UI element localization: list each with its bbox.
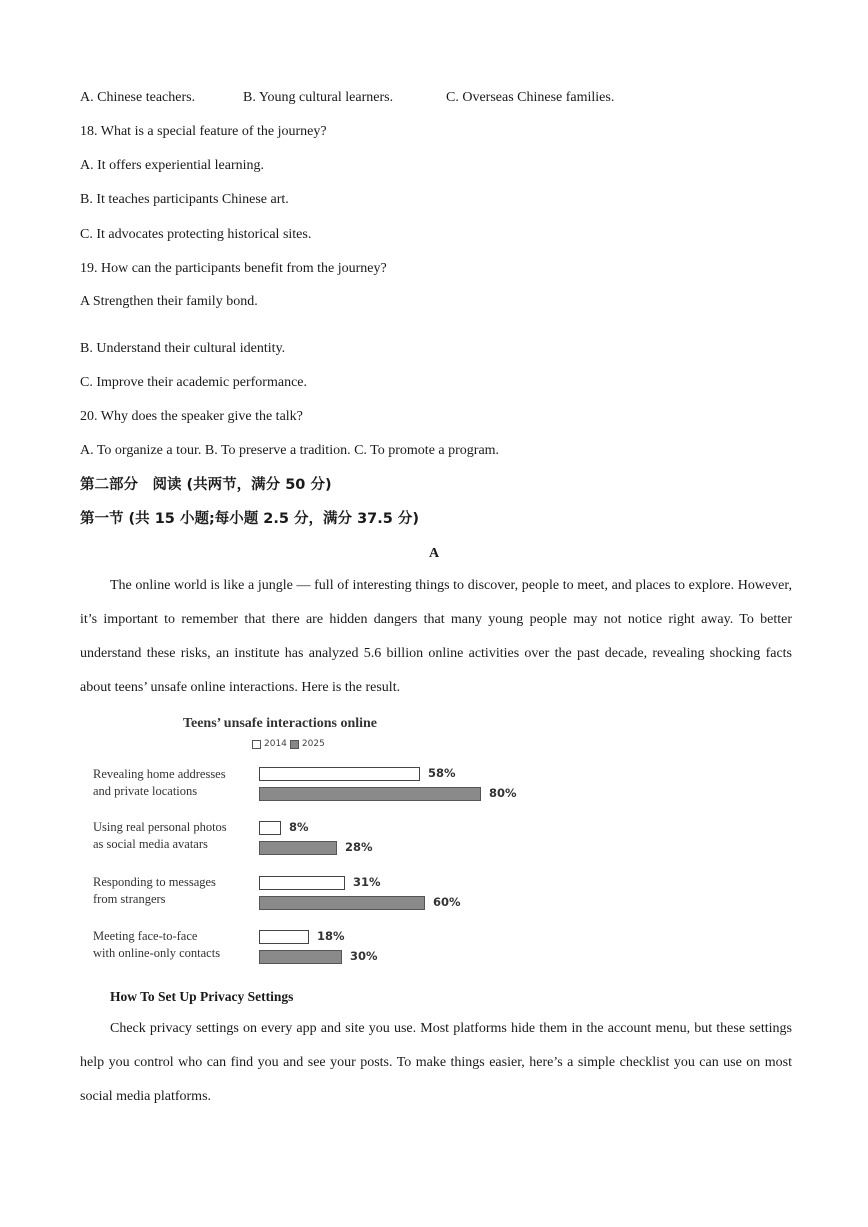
category-label-2-line-1: Using real personal photos: [93, 820, 227, 834]
data-label-2014-1: 58%: [428, 766, 456, 780]
category-label-3-line-2: from strangers: [93, 892, 166, 906]
q18-option-b: B. It teaches participants Chinese art.: [80, 192, 289, 207]
q18-option-a: A. It offers experiential learning.: [80, 158, 265, 173]
legend-swatch-2025: [290, 740, 299, 749]
section-heading: How To Set Up Privacy Settings: [110, 989, 294, 1004]
q17-option-a: A. Chinese teachers.: [80, 90, 196, 105]
q18-option-c: C. It advocates protecting historical sites.: [80, 227, 312, 242]
category-label-3: [93, 874, 258, 908]
passage-intro: [80, 569, 792, 705]
category-label-3-line-1: Responding to messages: [93, 875, 216, 889]
privacy-paragraph-text: Check privacy settings on every app and site you use. Most platforms hide them in the account menu, but these settings help you control who can find you and see your posts. To make things easier, here’s a simple checklist you can use on most social media platforms.: [80, 1021, 792, 1104]
category-label-1: [93, 766, 258, 800]
q19-stem: 19. How can the participants benefit from the journey?: [80, 261, 387, 276]
data-label-2025-3: 60%: [433, 895, 461, 909]
passage-letter: A: [428, 546, 440, 561]
legend-swatch-2014: [252, 740, 261, 749]
category-label-2-line-2: as social media avatars: [93, 837, 208, 851]
section-2-heading: 第二部分 阅读 (共两节，满分 50 分): [80, 477, 332, 493]
category-label-4-line-2: with online-only contacts: [93, 946, 221, 960]
q19-option-b: B. Understand their cultural identity.: [80, 341, 286, 356]
bar-2014-2: [259, 821, 281, 835]
legend-label-2025: 2025: [301, 739, 325, 749]
passage-intro-text: The online world is like a jungle — full of interesting things to discover, people to meet, and places to explore. However, it’s important to remember that there are hidden dangers that many young people may not notice right away. To better understand these risks, an institute has analyzed 5.6 billion online activities over the past decade, revealing shocking facts about teens’ unsafe online interactions. Here is the result.: [80, 578, 792, 695]
q17-option-b: B. Young cultural learners.: [243, 90, 394, 105]
q20-stem: 20. Why does the speaker give the talk?: [80, 409, 303, 424]
q19-option-c: C. Improve their academic performance.: [80, 375, 308, 390]
data-label-2014-4: 18%: [317, 929, 345, 943]
bar-2014-3: [259, 876, 345, 890]
bar-2025-1: [259, 787, 481, 801]
bar-2014-4: [259, 930, 309, 944]
bar-2014-1: [259, 767, 420, 781]
data-label-2014-3: 31%: [353, 875, 381, 889]
data-label-2014-2: 8%: [289, 820, 309, 834]
q20-options: A. To organize a tour. B. To preserve a tradition. C. To promote a program.: [80, 443, 500, 458]
bar-2025-3: [259, 896, 425, 910]
category-label-4: [93, 928, 258, 962]
q17-option-c: C. Overseas Chinese families.: [446, 90, 615, 105]
category-label-1-line-1: Revealing home addresses: [93, 767, 226, 781]
legend-label-2014: 2014: [264, 739, 287, 749]
category-label-4-line-1: Meeting face-to-face: [93, 929, 198, 943]
section-2-part-1-heading: 第一节 (共 15 小题;每小题 2.5 分，满分 37.5 分): [80, 511, 420, 527]
data-label-2025-1: 80%: [489, 786, 517, 800]
chart-legend: [252, 739, 325, 749]
category-label-2: [93, 819, 258, 853]
data-label-2025-4: 30%: [350, 949, 378, 963]
q19-option-a: A Strengthen their family bond.: [80, 294, 258, 309]
q18-stem: 18. What is a special feature of the journey?: [80, 124, 327, 139]
bar-2025-2: [259, 841, 337, 855]
chart-title: Teens’ unsafe interactions online: [182, 716, 378, 731]
privacy-paragraph: [80, 1012, 792, 1114]
bar-2025-4: [259, 950, 342, 964]
data-label-2025-2: 28%: [345, 840, 373, 854]
category-label-1-line-2: and private locations: [93, 784, 198, 798]
